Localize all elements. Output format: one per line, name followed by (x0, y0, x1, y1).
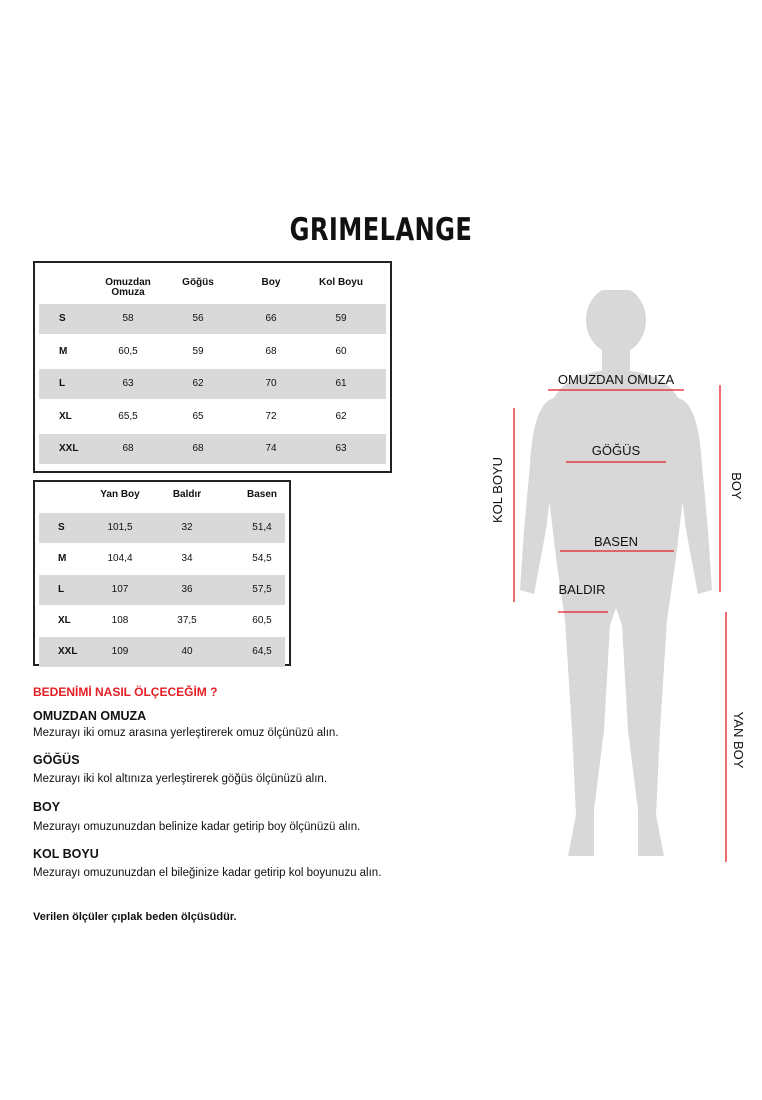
measurement-value: 59 (335, 313, 347, 324)
measurement-value: 57,5 (252, 584, 272, 595)
chest-instruction-title: GÖĞÜS (33, 753, 80, 767)
size-label: XL (58, 615, 71, 626)
measurement-value: 37,5 (177, 615, 197, 626)
measurement-value: 56 (192, 313, 204, 324)
size-label: S (58, 522, 65, 533)
upper-table-row (39, 402, 386, 432)
upper-table-row (39, 434, 386, 464)
side-length-label: YAN BOY (731, 711, 746, 769)
lower-table-row (39, 606, 285, 636)
size-label: XXL (58, 646, 78, 657)
arm-instruction-text: Mezurayı omuzunuzdan el bileğinize kadar getirip kol boyunuzu alın. (33, 867, 382, 879)
size-label: S (59, 313, 66, 324)
measurement-value: 68 (122, 443, 134, 454)
measurement-value: 60 (335, 345, 347, 357)
lower-table-row (39, 575, 285, 605)
brand-title: GRIMELANGE (289, 212, 473, 248)
size-label: M (59, 345, 68, 357)
measurement-value: 107 (111, 584, 129, 595)
upper-table-row (39, 304, 386, 334)
lower-table-row (39, 544, 285, 574)
upper-table-header-0 (105, 278, 151, 298)
height-instruction-text: Mezurayı omuzunuzdan belinize kadar getirip boy ölçünüzü alın. (33, 821, 361, 833)
measurement-value: 108 (111, 615, 129, 626)
how-to-measure-heading: BEDENİMİ NASIL ÖLÇECEĞİM ? (33, 685, 218, 699)
height-label: BOY (729, 472, 744, 500)
measurement-value: 51,4 (252, 522, 272, 533)
head-shape (586, 290, 646, 354)
measurement-value: 72 (265, 410, 277, 422)
upper-table-header-line: Boy (261, 277, 281, 288)
chest-label: GÖĞÜS (591, 443, 641, 458)
shoulder-label: OMUZDAN OMUZA (557, 372, 675, 387)
measurement-value: 62 (335, 410, 347, 422)
measurement-value: 74 (265, 443, 277, 454)
arm-instruction-title: KOL BOYU (33, 847, 99, 861)
size-label: M (58, 553, 67, 564)
lower-table-row (39, 637, 285, 667)
size-label: L (59, 378, 66, 389)
measurement-value: 40 (181, 646, 193, 657)
upper-table-row (39, 369, 386, 399)
shoulder-instruction-title: OMUZDAN OMUZA (33, 709, 147, 723)
upper-table-header-2 (262, 278, 281, 288)
lower-table-header-2: Basen (246, 489, 278, 500)
measurement-value: 65 (192, 410, 204, 422)
measurement-value: 60,5 (252, 615, 272, 626)
size-table-upper (33, 261, 392, 473)
size-label: L (58, 584, 65, 595)
measurement-value: 101,5 (107, 522, 133, 533)
measurement-value: 66 (265, 313, 277, 324)
lower-table-header-0: Yan Boy (100, 489, 140, 500)
measurement-value: 59 (192, 345, 204, 357)
upper-table-header-1 (182, 278, 214, 288)
height-instruction-title: BOY (33, 800, 61, 814)
measurement-value: 65,5 (118, 410, 138, 422)
measurement-value: 36 (181, 584, 193, 595)
size-label: XXL (59, 443, 79, 454)
lower-table-header-1: Baldır (172, 489, 202, 500)
body-measurement-figure (462, 290, 762, 890)
measurement-value: 64,5 (252, 646, 272, 657)
measurement-value: 63 (122, 378, 134, 389)
arm-length-label: KOL BOYU (490, 457, 505, 523)
measurement-value: 68 (265, 345, 277, 357)
measurement-value: 60,5 (118, 345, 138, 357)
hip-label: BASEN (593, 534, 639, 549)
measurement-value: 58 (122, 313, 134, 324)
chest-instruction-text: Mezurayı iki kol altınıza yerleştirerek göğüs ölçünüzü alın. (33, 773, 328, 785)
shoulder-instruction-text: Mezurayı iki omuz arasına yerleştirerek omuz ölçünüzü alın. (33, 727, 339, 739)
measurement-value: 54,5 (252, 553, 272, 564)
measurement-value: 63 (335, 443, 347, 454)
upper-table-row (39, 337, 386, 367)
measurement-value: 61 (335, 378, 347, 389)
upper-table-header-line: Kol Boyu (319, 277, 363, 288)
thigh-label: BALDIR (558, 582, 606, 597)
measurement-note: Verilen ölçüler çıplak beden ölçüsüdür. (33, 911, 237, 923)
measurement-value: 104,4 (107, 553, 133, 564)
measurement-value: 68 (192, 443, 204, 454)
size-table-lower (33, 480, 291, 666)
upper-table-header-3 (319, 278, 363, 288)
upper-table-header-line: Göğüs (182, 277, 214, 288)
measurement-value: 34 (181, 553, 193, 564)
measurement-value: 70 (265, 378, 277, 389)
size-label: XL (59, 410, 72, 422)
upper-table-header-line: Omuza (111, 287, 145, 298)
measurement-value: 109 (111, 646, 129, 657)
measurement-value: 62 (192, 378, 204, 389)
lower-table-row (39, 513, 285, 543)
measurement-value: 32 (181, 522, 193, 533)
upper-table-header-line: Omuzdan (105, 277, 151, 288)
